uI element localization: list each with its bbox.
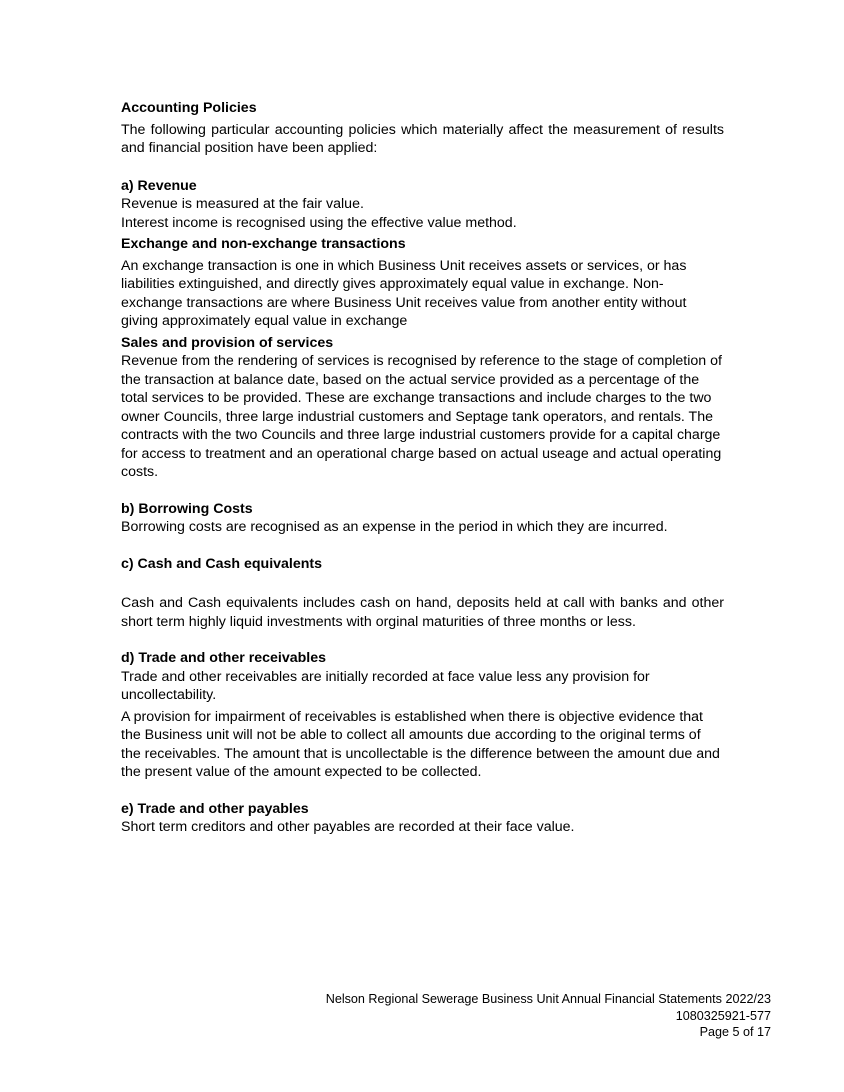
receivables-paragraph-1: Trade and other receivables are initially recorded at face value less any provision for uncollectability. — [121, 668, 650, 703]
page-footer — [326, 991, 771, 1041]
footer-doc-id: 1080325921-577 — [675, 1008, 771, 1023]
revenue-line-1: Revenue is measured at the fair value. — [121, 196, 364, 212]
borrowing-heading: b) Borrowing Costs — [121, 500, 253, 517]
sales-paragraph: Revenue from the rendering of services is recognised by reference to the stage of completion of the transaction at balance date, based on the actual service provided as a percentage of the total services to be provided. These are exchange transactions and include charges to the two owner Councils, three large industrial customers and Septage tank operators, and rentals. The contracts with the two Councils and three large industrial customers provide for a capital charge for access to treatment and an operational charge based on actual useage and actual operating costs. — [121, 353, 722, 480]
payables-heading: e) Trade and other payables — [121, 800, 309, 817]
cash-paragraph: Cash and Cash equivalents includes cash on hand, deposits held at call with banks and other short term highly liquid investments with orginal maturities of three months or less. — [121, 595, 724, 630]
cash-heading: c) Cash and Cash equivalents — [121, 555, 323, 572]
receivables-heading: d) Trade and other receivables — [121, 650, 327, 666]
borrowing-paragraph: Borrowing costs are recognised as an expense in the period in which they are incurred. — [121, 519, 668, 535]
page-content — [121, 99, 724, 837]
revenue-line-2: Interest income is recognised using the effective value method. — [121, 214, 517, 231]
exchange-paragraph: An exchange transaction is one in which Business Unit receives assets or services, or has liabilities extinguished, and directly gives approximately equal value in exchange. Non-exchange transactions are where Business Unit receives value from another entity without giving approximately equal value in exchange — [121, 257, 687, 329]
exchange-heading: Exchange and non-exchange transactions — [121, 236, 406, 252]
main-heading: Accounting Policies — [121, 100, 257, 116]
footer-page-number: Page 5 of 17 — [699, 1025, 771, 1039]
intro-paragraph: The following particular accounting policies which materially affect the measurement of results and financial position have been applied: — [121, 121, 724, 156]
footer-title: Nelson Regional Sewerage Business Unit Annual Financial Statements 2022/23 — [325, 992, 771, 1006]
sales-heading: Sales and provision of services — [121, 334, 334, 351]
receivables-paragraph-2: A provision for impairment of receivables is established when there is objective evidence that the Business unit will not be able to collect all amounts due according to the original terms of the receivables. The amount that is uncollectable is the difference between the amount due and the present value of the amount expected to be collected. — [121, 708, 720, 780]
revenue-heading: a) Revenue — [121, 177, 197, 194]
payables-paragraph: Short term creditors and other payables are recorded at their face value. — [121, 819, 575, 835]
